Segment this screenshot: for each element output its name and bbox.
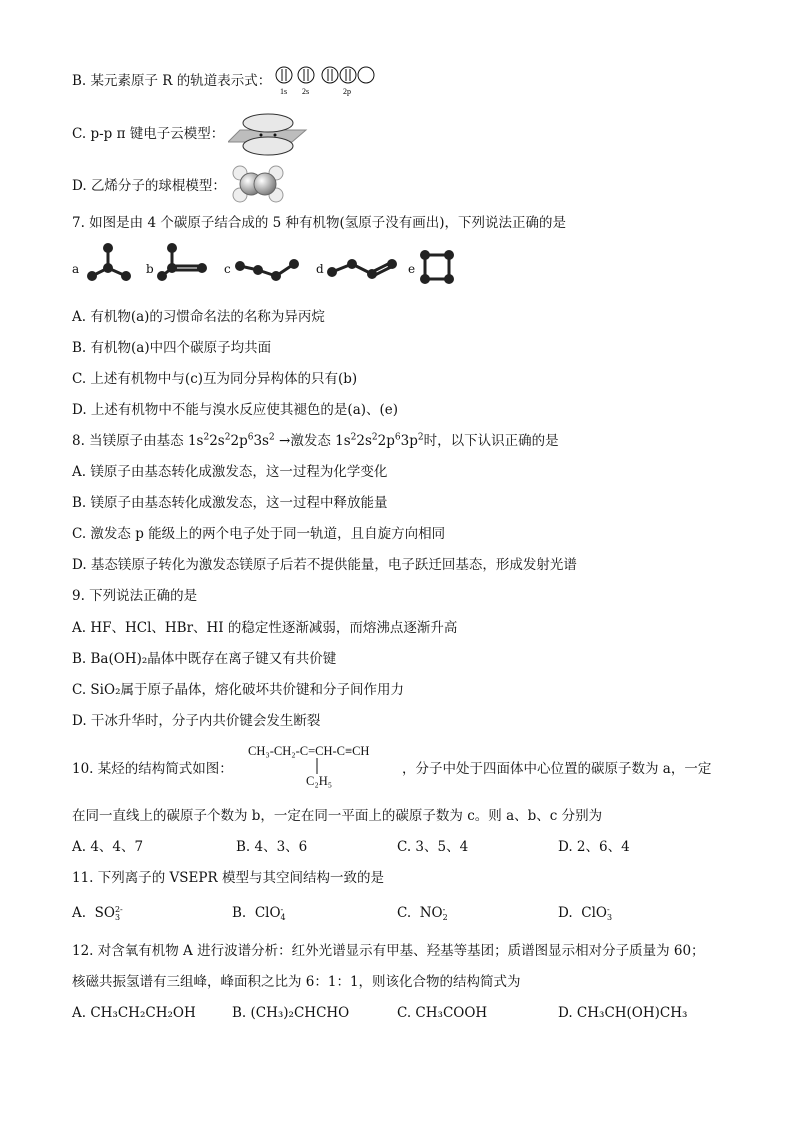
q12-option-d: D. CH₃CH(OH)CH₃: [558, 1005, 688, 1021]
q10-formula-main: CH₃-CH₂-C=CH-C≡CH: [248, 744, 370, 758]
orbital-label-2s: 2s: [302, 87, 310, 96]
q7-option-d: D. 上述有机物中不能与溴水反应使其褪色的是(a)、(e): [72, 402, 399, 418]
q11-option-a: A. SO 2- 3: [72, 904, 123, 922]
molecule-c-icon: [234, 250, 306, 284]
q9-option-d: D. 干冰升华时，分子内共价键会发生断裂: [72, 713, 321, 729]
q12-stem-line2: 核磁共振氢谱有三组峰，峰面积之比为 6：1：1，则该化合物的结构简式为: [72, 974, 521, 990]
q11-option-b: B. ClO - 4: [232, 904, 286, 922]
q11-option-c: C. NO - 2: [397, 904, 448, 922]
q10-stem-pre: 10. 某烃的结构简式如图：: [72, 761, 233, 777]
pi-bond-model-icon: [228, 108, 308, 156]
q10-formula-branch: C₂H₅: [306, 774, 333, 788]
q10-option-c: C. 3、5、4: [397, 839, 469, 855]
q9-stem: 9. 下列说法正确的是: [72, 588, 198, 604]
q12-option-c: C. CH₃COOH: [397, 1005, 488, 1021]
q7-option-c: C. 上述有机物中与(c)互为同分异构体的只有(b): [72, 371, 358, 387]
option-text: p-p π 键电子云模型：: [90, 126, 225, 142]
orbital-label-2p: 2p: [343, 87, 351, 96]
molecule-e-icon: [418, 248, 458, 288]
q7-option-a: A. 有机物(a)的习惯命名法的名称为异丙烷: [72, 309, 325, 325]
option-label: D.: [72, 178, 87, 194]
orbital-diagram: [275, 64, 385, 98]
option-b-orbital: [72, 72, 271, 90]
q11-option-d: D. ClO - 3: [558, 904, 613, 922]
option-label: B.: [72, 73, 87, 89]
option-text: 乙烯分子的球棍模型：: [90, 178, 226, 194]
option-c-pi-bond: [72, 125, 224, 143]
q7-option-b: B. 有机物(a)中四个碳原子均共面: [72, 340, 272, 356]
mol-label-b: b: [146, 262, 154, 276]
mol-label-d: d: [316, 262, 324, 276]
q9-option-c: C. SiO₂属于原子晶体，熔化破坏共价键和分子间作用力: [72, 682, 404, 698]
q8-option-c: C. 激发态 p 能级上的两个电子处于同一轨道，且自旋方向相同: [72, 526, 446, 542]
q11-stem: 11. 下列离子的 VSEPR 模型与其空间结构一致的是: [72, 870, 384, 886]
q12-option-a: A. CH₃CH₂CH₂OH: [72, 1005, 196, 1021]
q8-option-b: B. 镁原子由基态转化成激发态，这一过程中释放能量: [72, 495, 388, 511]
q8-option-a: A. 镁原子由基态转化成激发态，这一过程为化学变化: [72, 464, 388, 480]
q12-stem-line1: 12. 对含氧有机物 A 进行波谱分析：红外光谱显示有甲基、羟基等基团；质谱图显示相对分子质量为 60；: [72, 943, 705, 959]
q10-option-d: D. 2、6、4: [558, 839, 630, 855]
option-text: 某元素原子 R 的轨道表示式：: [90, 73, 272, 89]
q8-option-d: D. 基态镁原子转化为激发态镁原子后若不提供能量，电子跃迁回基态，形成发射光谱: [72, 557, 577, 573]
mol-label-a: a: [72, 262, 80, 276]
q8-stem-post: 时，以下认识正确的是: [423, 433, 559, 449]
q10-formula-bond: [314, 758, 320, 774]
q9-option-b: B. Ba(OH)₂晶体中既存在离子键又有共价键: [72, 651, 337, 667]
ethylene-ball-model-icon: [230, 163, 286, 205]
q12-option-b: B. (CH₃)₂CHCHO: [232, 1005, 350, 1021]
option-label: C.: [72, 126, 87, 142]
mol-label-e: e: [408, 262, 416, 276]
q10-stem-line2: 在同一直线上的碳原子个数为 b，一定在同一平面上的碳原子数为 c。则 a、b、c 分别为: [72, 808, 603, 824]
q10-stem-post: ，分子中处于四面体中心位置的碳原子数为 a，一定: [402, 761, 712, 777]
q10-option-b: B. 4、3、6: [236, 839, 308, 855]
q10-option-a: A. 4、4、7: [72, 839, 144, 855]
molecule-a-icon: [84, 242, 134, 284]
q8-stem-pre: 8. 当镁原子由基态 1s: [72, 433, 204, 449]
option-d-ethylene: [72, 177, 226, 195]
q8-stem: 8. 当镁原子由基态 $1s^22s^22p^63s^2$ →激发态 $1s^22s^22p^63p^2$时，以下认识正确的是: [72, 432, 559, 449]
orbital-label-1s: 1s: [280, 87, 288, 96]
mol-label-c: c: [224, 262, 231, 276]
molecule-b-icon: [156, 242, 210, 284]
q7-stem: 7. 如图是由 4 个碳原子结合成的 5 种有机物(氢原子没有画出)，下列说法正确的是: [72, 215, 567, 231]
q9-option-a: A. HF、HCl、HBr、HI 的稳定性逐渐减弱，而熔沸点逐渐升高: [72, 620, 458, 636]
molecule-d-icon: [326, 250, 402, 284]
